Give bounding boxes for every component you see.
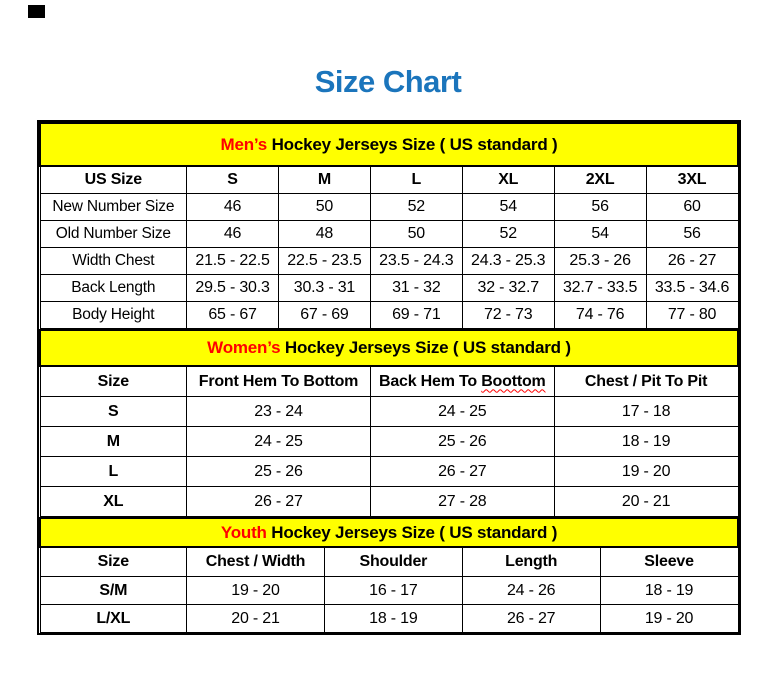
cell-value: 72 - 73 bbox=[462, 302, 554, 329]
cell-value: 23 - 24 bbox=[187, 397, 371, 427]
column-header-cell: Length bbox=[462, 547, 600, 577]
table-row bbox=[40, 302, 738, 329]
misspelled-word: Boottom bbox=[481, 372, 546, 390]
row-label: S bbox=[40, 397, 187, 427]
cell-value: 19 - 20 bbox=[600, 605, 738, 633]
cell-value: 25 - 26 bbox=[187, 457, 371, 487]
cell-value: 69 - 71 bbox=[370, 302, 462, 329]
womens-section-title-highlight: Women’s bbox=[207, 338, 281, 357]
cell-value: 27 - 28 bbox=[370, 487, 554, 517]
cell-value: 26 - 27 bbox=[646, 248, 738, 275]
mens-section-title: Men’s Hockey Jerseys Size ( US standard ) bbox=[40, 123, 738, 166]
cell-value: 54 bbox=[554, 221, 646, 248]
cell-value: 67 - 69 bbox=[278, 302, 370, 329]
cell-value: 23.5 - 24.3 bbox=[370, 248, 462, 275]
womens-size-table bbox=[39, 329, 739, 517]
cell-value: 19 - 20 bbox=[187, 577, 325, 605]
row-label: Back Length bbox=[40, 275, 187, 302]
cell-value: 21.5 - 22.5 bbox=[187, 248, 279, 275]
cell-value: 20 - 21 bbox=[187, 605, 325, 633]
table-row bbox=[40, 194, 738, 221]
column-header-cell: Front Hem To Bottom bbox=[187, 366, 371, 397]
youth-section-title: Youth Hockey Jerseys Size ( US standard ) bbox=[40, 518, 738, 547]
row-label: S/M bbox=[40, 577, 187, 605]
column-header-cell: 2XL bbox=[554, 166, 646, 194]
youth-section-title-highlight: Youth bbox=[220, 522, 267, 542]
cell-value: 46 bbox=[187, 221, 279, 248]
table-row bbox=[40, 427, 738, 457]
cell-value: 77 - 80 bbox=[646, 302, 738, 329]
mens-column-header-row bbox=[40, 166, 738, 194]
cell-value: 19 - 20 bbox=[554, 457, 738, 487]
column-header-cell: Chest / Pit To Pit bbox=[554, 366, 738, 397]
mens-size-table bbox=[39, 122, 739, 329]
cell-value: 18 - 19 bbox=[324, 605, 462, 633]
cell-value: 32 - 32.7 bbox=[462, 275, 554, 302]
page-title: Size Chart bbox=[314, 64, 462, 99]
cell-value: 20 - 21 bbox=[554, 487, 738, 517]
cell-value: 29.5 - 30.3 bbox=[187, 275, 279, 302]
size-tables bbox=[37, 120, 741, 635]
column-header-cell: Size bbox=[40, 547, 187, 577]
row-label: L bbox=[40, 457, 187, 487]
mens-section-header-row bbox=[40, 123, 738, 166]
cell-value: 50 bbox=[370, 221, 462, 248]
column-header-cell: Shoulder bbox=[324, 547, 462, 577]
table-row bbox=[40, 221, 738, 248]
cell-value: 26 - 27 bbox=[370, 457, 554, 487]
cell-value: 65 - 67 bbox=[187, 302, 279, 329]
cell-value: 32.7 - 33.5 bbox=[554, 275, 646, 302]
cell-value: 18 - 19 bbox=[600, 577, 738, 605]
top-left-mark bbox=[28, 5, 45, 18]
column-header-cell: Size bbox=[40, 366, 187, 397]
cell-value: 52 bbox=[370, 194, 462, 221]
womens-section-header-row bbox=[40, 330, 738, 366]
cell-value: 50 bbox=[278, 194, 370, 221]
column-header-cell: Chest / Width bbox=[187, 547, 325, 577]
cell-value: 24.3 - 25.3 bbox=[462, 248, 554, 275]
cell-value: 24 - 25 bbox=[370, 397, 554, 427]
womens-column-header-row bbox=[40, 366, 738, 397]
cell-value: 52 bbox=[462, 221, 554, 248]
cell-value: 54 bbox=[462, 194, 554, 221]
row-label: New Number Size bbox=[40, 194, 187, 221]
column-header-cell: M bbox=[278, 166, 370, 194]
table-row bbox=[40, 397, 738, 427]
cell-value: 17 - 18 bbox=[554, 397, 738, 427]
row-label: Body Height bbox=[40, 302, 187, 329]
youth-column-header-row bbox=[40, 547, 738, 577]
table-row bbox=[40, 577, 738, 605]
row-label: L/XL bbox=[40, 605, 187, 633]
cell-value: 24 - 26 bbox=[462, 577, 600, 605]
cell-value: 25 - 26 bbox=[370, 427, 554, 457]
mens-section-title-highlight: Men’s bbox=[220, 134, 268, 154]
cell-value: 25.3 - 26 bbox=[554, 248, 646, 275]
cell-value: 24 - 25 bbox=[187, 427, 371, 457]
cell-value: 18 - 19 bbox=[554, 427, 738, 457]
cell-value: 56 bbox=[554, 194, 646, 221]
table-row bbox=[40, 275, 738, 302]
column-header-cell: Sleeve bbox=[600, 547, 738, 577]
row-label: Width Chest bbox=[40, 248, 187, 275]
cell-value: 33.5 - 34.6 bbox=[646, 275, 738, 302]
youth-size-table bbox=[39, 517, 739, 633]
cell-value: 26 - 27 bbox=[187, 487, 371, 517]
column-header-cell: L bbox=[370, 166, 462, 194]
table-row bbox=[40, 248, 738, 275]
column-header-cell: XL bbox=[462, 166, 554, 194]
table-row bbox=[40, 487, 738, 517]
table-row bbox=[40, 457, 738, 487]
cell-value: 26 - 27 bbox=[462, 605, 600, 633]
cell-value: 16 - 17 bbox=[324, 577, 462, 605]
row-label: XL bbox=[40, 487, 187, 517]
cell-value: 22.5 - 23.5 bbox=[278, 248, 370, 275]
column-header-cell: Back Hem To Boottom bbox=[370, 366, 554, 397]
column-header-cell: S bbox=[187, 166, 279, 194]
table-row bbox=[40, 605, 738, 633]
column-header-cell: US Size bbox=[40, 166, 187, 194]
cell-value: 31 - 32 bbox=[370, 275, 462, 302]
cell-value: 30.3 - 31 bbox=[278, 275, 370, 302]
womens-section-title: Women’s Hockey Jerseys Size ( US standard ) bbox=[40, 330, 738, 366]
column-header-cell: 3XL bbox=[646, 166, 738, 194]
cell-value: 56 bbox=[646, 221, 738, 248]
cell-value: 60 bbox=[646, 194, 738, 221]
cell-value: 46 bbox=[187, 194, 279, 221]
cell-value: 74 - 76 bbox=[554, 302, 646, 329]
row-label: Old Number Size bbox=[40, 221, 187, 248]
youth-section-header-row bbox=[40, 518, 738, 547]
row-label: M bbox=[40, 427, 187, 457]
cell-value: 48 bbox=[278, 221, 370, 248]
